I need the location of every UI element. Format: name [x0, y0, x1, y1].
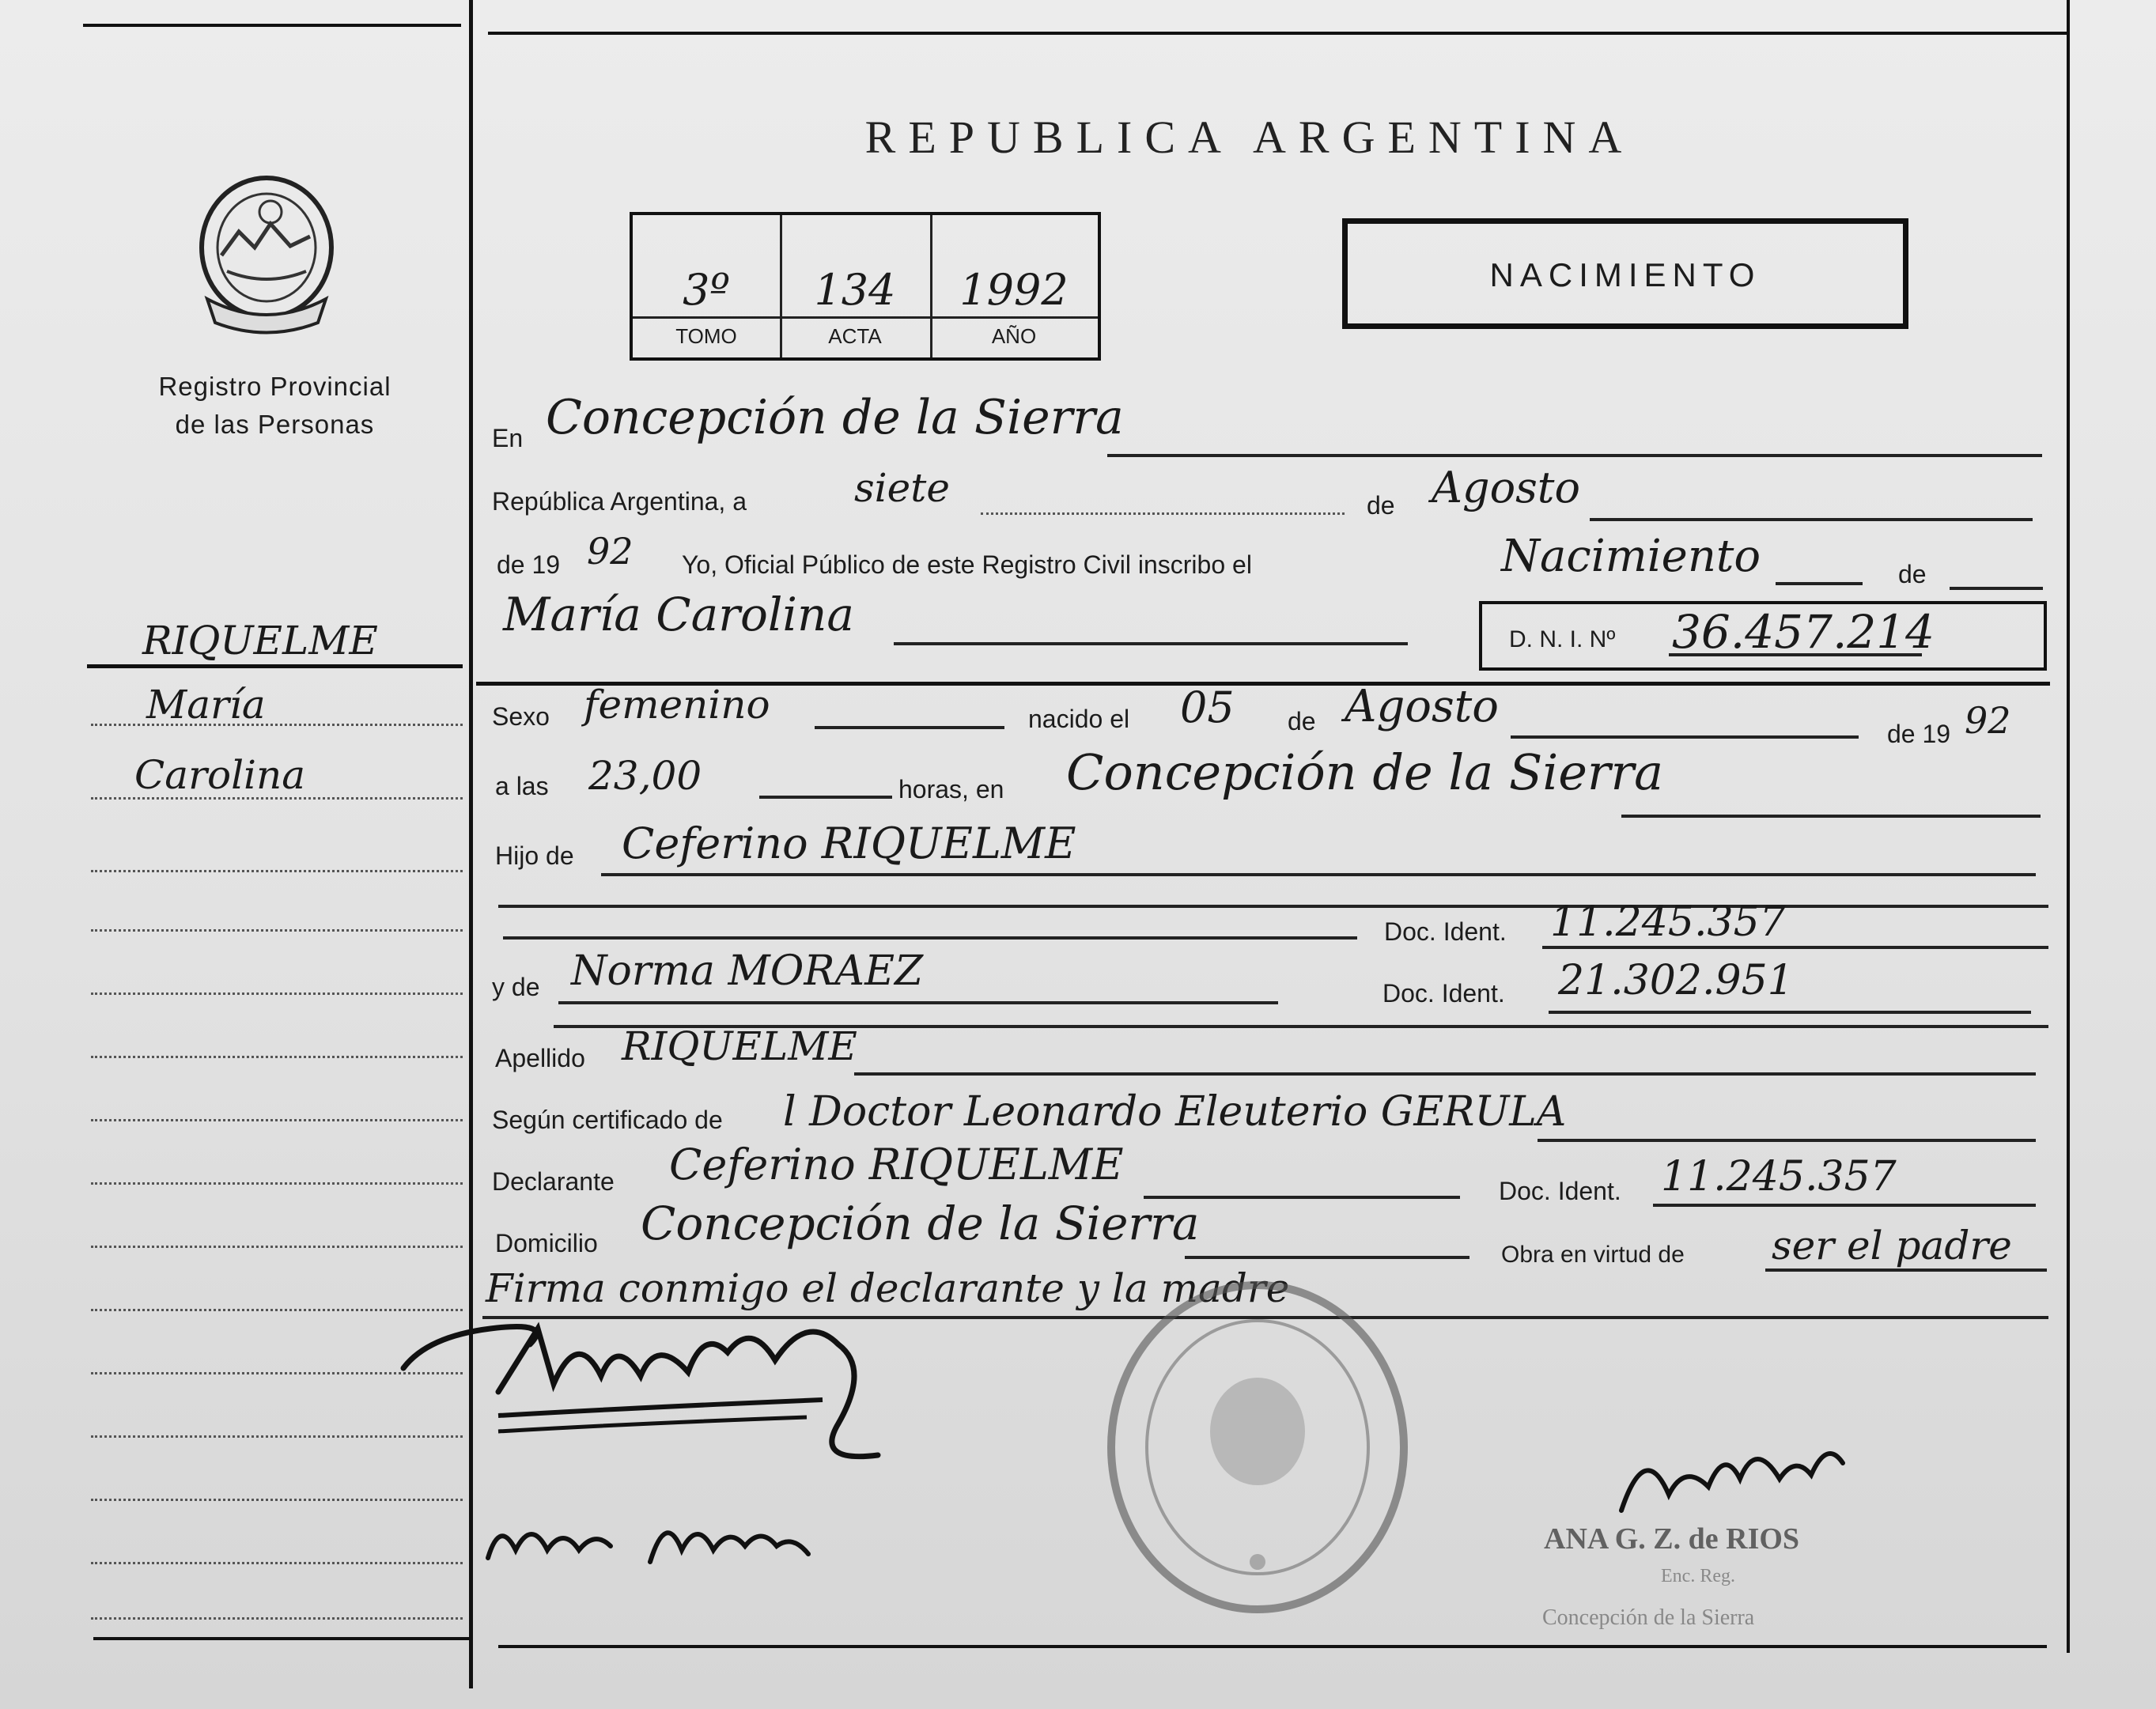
birth-de-label: de	[1288, 707, 1316, 735]
declarante-label: Declarante	[492, 1167, 615, 1196]
margin-surname: RIQUELME	[142, 618, 378, 664]
fill-line	[759, 796, 892, 799]
top-rule-main	[488, 32, 2067, 35]
apellido-label: Apellido	[495, 1044, 585, 1072]
dni-box	[1479, 601, 2047, 671]
tomo-label: TOMO	[675, 324, 737, 348]
dni-label: D. N. I. Nº	[1509, 626, 1616, 652]
acta-value: 134	[814, 265, 896, 315]
fill-line	[1511, 735, 1859, 739]
registration-year: 92	[587, 530, 634, 573]
en-label: En	[492, 424, 524, 452]
assigned-surname: RIQUELME	[622, 1023, 857, 1069]
alas-label: a las	[495, 772, 549, 800]
republica-label: República Argentina, a	[492, 487, 747, 516]
father-name: Ceferino RIQUELME	[622, 819, 1076, 868]
fill-line	[1669, 653, 1922, 656]
fill-line	[601, 873, 2036, 876]
de-label: de	[1367, 491, 1395, 520]
fill-line	[558, 1001, 1278, 1004]
certifying-doctor: l Doctor Leonardo Eleuterio GERULA	[783, 1088, 1567, 1136]
province-coat-of-arms-emblem	[183, 168, 350, 335]
reference-table	[630, 212, 1101, 361]
place-of-registration: Concepción de la Sierra	[546, 390, 1124, 445]
signature-statement: Firma conmigo el declarante y la madre	[486, 1265, 1290, 1311]
fill-line	[1538, 1139, 2036, 1142]
margin-dotted-line	[91, 1499, 463, 1501]
record-type-box	[1342, 218, 1908, 329]
year-prefix-label: de 19	[497, 550, 561, 579]
nacido-label: nacido el	[1028, 705, 1130, 733]
top-rule-left	[83, 24, 461, 27]
fill-line	[1590, 518, 2033, 521]
anio-value: 1992	[959, 265, 1069, 315]
birth-hour: 23,00	[588, 753, 702, 799]
sexo-label: Sexo	[492, 702, 550, 731]
registrar-name-stamp: ANA G. Z. de RIOS	[1544, 1522, 1800, 1556]
officer-handwritten-signature	[1613, 1431, 1851, 1526]
margin-dotted-line	[91, 1119, 463, 1121]
fill-line	[894, 642, 1408, 645]
mother-name: Norma MORAEZ	[571, 947, 924, 995]
registrar-place-stamp: Concepción de la Sierra	[1542, 1605, 1755, 1630]
birth-month: Agosto	[1345, 681, 1499, 732]
official-statement: Yo, Oficial Público de este Registro Civil inscribo el	[682, 550, 1252, 579]
official-registry-stamp	[1099, 1273, 1416, 1621]
acta-label: ACTA	[828, 324, 882, 348]
anio-label: AÑO	[991, 324, 1037, 348]
father-doc-number: 11.245.357	[1550, 898, 1786, 946]
mother-doc-label: Doc. Ident.	[1382, 979, 1505, 1008]
declarant-doc-label: Doc. Ident.	[1499, 1177, 1621, 1205]
segun-label: Según certificado de	[492, 1106, 723, 1134]
right-border	[2067, 0, 2070, 1653]
fill-line	[1765, 1269, 2047, 1272]
margin-dotted-line	[91, 929, 463, 932]
margin-dotted-line	[91, 797, 463, 800]
birth-day: 05	[1180, 682, 1235, 732]
registry-office-line2: de las Personas	[175, 410, 375, 439]
fill-line	[1107, 454, 2042, 457]
mother-doc-number: 21.302.951	[1558, 957, 1794, 1004]
fill-line	[498, 905, 2048, 908]
birth-year: 92	[1965, 699, 2011, 742]
registry-office-line1: Registro Provincial	[158, 372, 391, 401]
de-label-2: de	[1898, 560, 1927, 588]
fill-line	[1549, 1011, 2031, 1014]
fill-line	[1950, 587, 2043, 590]
birth-place: Concepción de la Sierra	[1066, 743, 1664, 801]
margin-dotted-line	[91, 993, 463, 995]
margin-dotted-line	[91, 1182, 463, 1185]
declarant-handwritten-signature	[395, 1281, 886, 1487]
domicilio-label: Domicilio	[495, 1229, 598, 1257]
fill-line	[981, 512, 1345, 515]
birth-year-label: de 19	[1887, 720, 1951, 748]
margin-divider	[87, 664, 463, 668]
obra-label: Obra en virtud de	[1501, 1242, 1685, 1268]
country-heading: REPUBLICA ARGENTINA	[864, 112, 1635, 163]
registration-day: siete	[854, 465, 950, 511]
mother-handwritten-signature	[484, 1503, 816, 1582]
margin-dotted-line	[91, 1617, 463, 1620]
margin-dotted-line	[91, 870, 463, 872]
dni-number: 36.457.214	[1672, 605, 1935, 659]
declarant-name: Ceferino RIQUELME	[669, 1140, 1124, 1189]
tomo-value: 3º	[683, 265, 730, 315]
fill-line	[815, 726, 1004, 729]
fill-line	[854, 1072, 2036, 1076]
fill-line	[1542, 946, 2048, 949]
margin-given-name-1: María	[146, 682, 266, 728]
registration-month: Agosto	[1432, 463, 1580, 512]
registered-person-name: María Carolina	[503, 588, 854, 641]
margin-dotted-line	[91, 724, 463, 726]
declarant-doc-number: 11.245.357	[1661, 1153, 1897, 1200]
fill-line	[1185, 1256, 1469, 1259]
margin-given-name-2: Carolina	[134, 752, 306, 798]
acting-capacity: ser el padre	[1772, 1223, 2012, 1269]
bottom-rule-left	[93, 1637, 471, 1640]
domicile: Concepción de la Sierra	[641, 1197, 1200, 1250]
margin-dotted-line	[91, 1562, 463, 1564]
bottom-rule-main	[498, 1645, 2047, 1648]
sex-value: femenino	[584, 682, 770, 728]
table-divider	[633, 316, 1098, 319]
yde-label: y de	[492, 973, 540, 1001]
record-kind: Nacimiento	[1501, 531, 1761, 582]
margin-dotted-line	[91, 1056, 463, 1058]
father-doc-label: Doc. Ident.	[1384, 917, 1507, 946]
fill-line	[1621, 815, 2041, 818]
horas-label: horas, en	[898, 775, 1004, 803]
registrar-title-stamp: Enc. Reg.	[1661, 1566, 1735, 1586]
fill-line	[1653, 1204, 2036, 1207]
fill-line	[1776, 582, 1863, 585]
hijo-label: Hijo de	[495, 841, 574, 870]
fill-line	[503, 936, 1357, 940]
record-type-label: NACIMIENTO	[1489, 256, 1761, 293]
margin-dotted-line	[91, 1246, 463, 1248]
